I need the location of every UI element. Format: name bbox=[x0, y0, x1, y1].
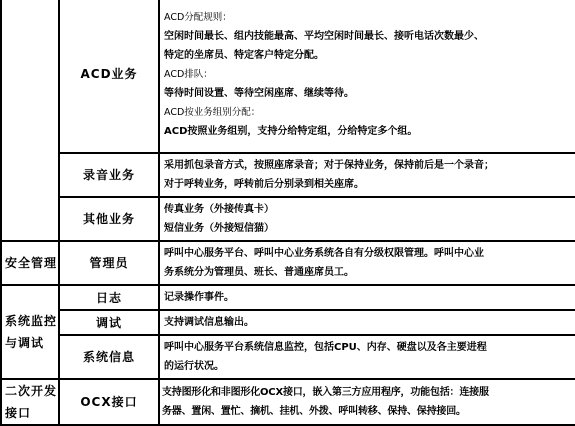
desc-line: 空闲时间最长、组内技能最高、平均空闲时间最长、接听电话次数最少、 bbox=[164, 30, 484, 42]
item-desc-acd bbox=[159, 0, 575, 153]
desc-line: 采用抓包录音方式，按照座席录音；对于保持业务，保持前后是一个录音； bbox=[164, 160, 494, 171]
table-row bbox=[1, 241, 575, 285]
table-row bbox=[1, 197, 575, 241]
item-name-recording: 录音业务 bbox=[59, 153, 159, 197]
desc-line: 支持调试信息输出。 bbox=[164, 317, 254, 328]
item-desc-other bbox=[159, 197, 575, 241]
category-security: 安全管理 bbox=[1, 241, 59, 285]
item-name-acd: ACD业务 bbox=[59, 0, 159, 153]
item-name-debug: 调试 bbox=[59, 310, 159, 335]
desc-line: ACD分配规则： bbox=[164, 11, 232, 23]
desc-line: ACD按业务组别分配： bbox=[164, 106, 261, 118]
item-desc-recording bbox=[159, 153, 575, 197]
item-name-admin: 管理员 bbox=[59, 241, 159, 285]
item-name-log: 日志 bbox=[59, 285, 159, 310]
item-desc-admin bbox=[159, 241, 575, 285]
desc-line: 短信业务（外接短信猫） bbox=[164, 223, 274, 234]
table-row bbox=[1, 379, 575, 425]
desc-line: 呼叫中心服务平台、呼叫中心业务系统各自有分级权限管理。呼叫中心业 bbox=[164, 248, 484, 259]
desc-line: 记录操作事件。 bbox=[164, 292, 234, 303]
category-monitoring: 系统监控与调试 bbox=[1, 285, 59, 379]
item-desc-debug bbox=[159, 310, 575, 335]
desc-line: 的运行状况。 bbox=[164, 361, 224, 372]
item-name-ocx: OCX接口 bbox=[59, 379, 159, 425]
item-desc-log bbox=[159, 285, 575, 310]
desc-line: 呼叫中心服务平台系统信息监控，包括CPU、内存、硬盘以及各主要进程 bbox=[164, 342, 487, 353]
table-row bbox=[1, 335, 575, 379]
table-row bbox=[1, 285, 575, 310]
desc-line: ACD排队： bbox=[164, 68, 213, 80]
item-name-sysinfo: 系统信息 bbox=[59, 335, 159, 379]
desc-line: 特定的坐席员、特定客户特定分配。 bbox=[164, 49, 324, 61]
category-api: 二次开发接口 bbox=[1, 379, 59, 425]
item-name-other: 其他业务 bbox=[59, 197, 159, 241]
desc-line: 对于呼转业务，呼转前后分别录到相关座席。 bbox=[164, 179, 364, 190]
desc-line: 务系统分为管理员、班长、普通座席员工。 bbox=[164, 267, 354, 278]
table-row bbox=[1, 153, 575, 197]
desc-line: ACD按照业务组别，支持分给特定组，分给特定多个组。 bbox=[164, 125, 418, 137]
item-desc-ocx bbox=[159, 379, 575, 425]
desc-line: 支持图形化和非图形化OCX接口，嵌入第三方应用程序，功能包括：连接服 bbox=[162, 387, 489, 398]
item-desc-sysinfo bbox=[159, 335, 575, 379]
table-row bbox=[1, 310, 575, 335]
desc-line: 等待时间设置、等待空闲座席、继续等待。 bbox=[164, 87, 354, 99]
table-row bbox=[1, 0, 575, 153]
desc-line: 传真业务（外接传真卡） bbox=[164, 204, 274, 215]
desc-line: 务器、置闲、置忙、摘机、挂机、外拨、呼叫转移、保持、保持接回。 bbox=[162, 406, 466, 417]
category-cell-empty bbox=[1, 0, 59, 241]
